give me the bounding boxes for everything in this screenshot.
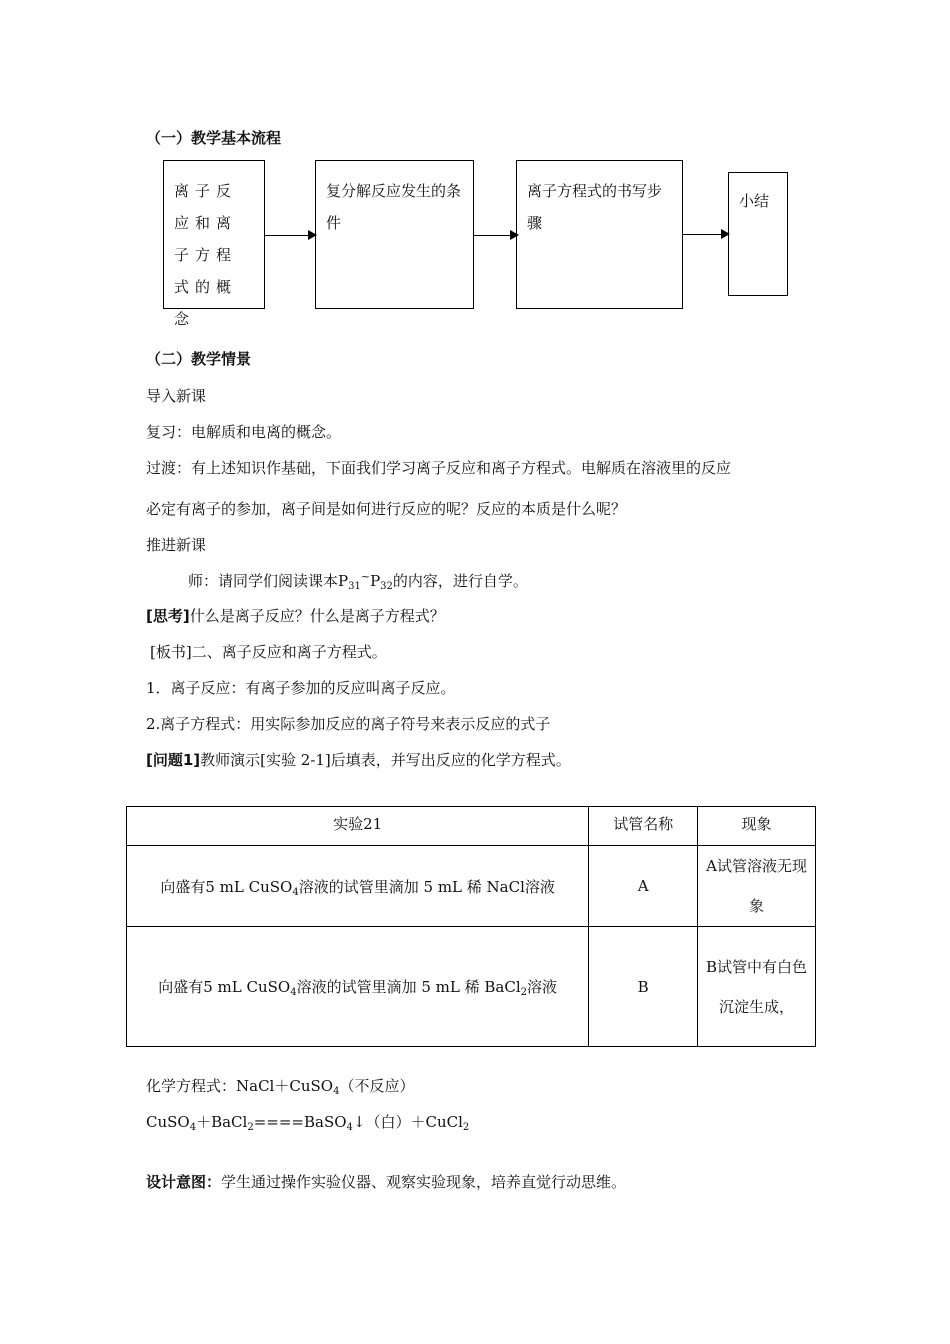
- arrow-right-icon: [265, 235, 315, 236]
- definition-ionic-equation: 2.离子方程式：用实际参加反应的离子符号来表示反应的式子: [146, 715, 551, 733]
- experiment-text-a: 向盛有5 mL CuSO: [158, 978, 291, 996]
- equation-line-2: [146, 1111, 469, 1132]
- tube-cell: B: [589, 927, 698, 1047]
- equation-2-part-b: ＋BaCl: [196, 1113, 248, 1131]
- tilde: ~: [360, 570, 371, 583]
- equation-1-text-a: 化学方程式：NaCl＋CuSO: [146, 1077, 334, 1095]
- teacher-text-a: 师：请同学们阅读课本: [188, 572, 339, 590]
- think-line: [146, 605, 445, 626]
- table-row: [127, 927, 816, 1047]
- flow-box-steps: 离子方程式的书写步骤: [516, 160, 683, 309]
- review-line: 复习：电解质和电离的概念。: [146, 423, 342, 441]
- experiment-sub: 4: [292, 886, 299, 898]
- experiment-text-b: 溶液的试管里滴加 5 mL 稀 NaCl溶液: [298, 877, 555, 896]
- equation-2-sub-4: 2: [462, 1122, 470, 1133]
- think-text: 什么是离子反应？什么是离子方程式？: [189, 607, 445, 625]
- equation-2-part-d: ↓（白）＋CuCl: [352, 1113, 463, 1131]
- header-phenomenon: 现象: [698, 807, 816, 846]
- phenomenon-cell: A试管溶液无现象: [698, 846, 816, 927]
- tube-cell: A: [589, 846, 698, 927]
- page-ref-start: P: [338, 572, 349, 590]
- equation-2-sub-3: 4: [346, 1122, 353, 1133]
- think-tag: [思考]: [146, 607, 190, 625]
- board-line: [板书]二、离子反应和离子方程式。: [150, 643, 387, 661]
- design-intent-tag: 设计意图：: [146, 1173, 222, 1191]
- teacher-line: [188, 570, 528, 591]
- advance-line: 推进新课: [146, 536, 207, 554]
- experiment-cell: [127, 846, 589, 927]
- design-intent-line: [146, 1171, 626, 1192]
- arrow-right-icon: [683, 234, 728, 235]
- arrow-right-icon: [474, 235, 517, 236]
- experiment-cell: [127, 927, 589, 1047]
- definition-ionic-reaction: 1．离子反应：有离子参加的反应叫离子反应。: [146, 679, 456, 697]
- header-experiment: 实验21: [127, 807, 589, 846]
- intro-line: 导入新课: [146, 387, 207, 405]
- equation-1-text-b: （不反应）: [339, 1077, 415, 1095]
- equation-2-sub-1: 4: [189, 1122, 197, 1133]
- experiment-sub-2: 2: [520, 987, 528, 998]
- equation-2-part-c: ====BaSO: [253, 1113, 347, 1131]
- equation-line-1: [146, 1075, 414, 1096]
- transition-line-1: 过渡：有上述知识作基础，下面我们学习离子反应和离子方程式。电解质在溶液里的反应: [146, 459, 732, 477]
- page-ref-end: P: [370, 572, 381, 590]
- phenomenon-cell: B试管中有白色沉淀生成，: [698, 927, 816, 1047]
- equation-2-sub-2: 2: [247, 1122, 254, 1133]
- question-1-text: 教师演示[实验 2-1]后填表，并写出反应的化学方程式。: [200, 751, 571, 769]
- flow-box-concept: 离子反应和离子方程式的概念: [163, 160, 265, 309]
- question-1-tag: [问题1]: [146, 751, 201, 769]
- experiment-text-b: 溶液的试管里滴加 5 mL 稀 BaCl: [296, 978, 521, 996]
- equation-1-sub: 4: [333, 1086, 340, 1097]
- section-title-scenario: （二）教学情景: [146, 350, 252, 368]
- transition-line-2: 必定有离子的参加，离子间是如何进行反应的呢？反应的本质是什么呢？: [146, 500, 627, 518]
- experiment-text-c: 溶液: [527, 978, 558, 996]
- teacher-text-b: 的内容，进行自学。: [392, 572, 528, 590]
- design-intent-text: 学生通过操作实验仪器、观察实验现象，培养直觉行动思维。: [221, 1173, 627, 1191]
- experiment-text-a: 向盛有5 mL CuSO: [160, 877, 293, 896]
- flow-box-conditions: 复分解反应发生的条件: [315, 160, 474, 309]
- page-ref-start-sub: 31: [348, 581, 361, 592]
- header-tube-name: 试管名称: [589, 807, 698, 846]
- question-1-line: [146, 749, 571, 770]
- page-ref-end-sub: 32: [380, 581, 393, 592]
- flow-box-summary: 小结: [728, 172, 788, 296]
- section-title-flow: （一）教学基本流程: [146, 129, 282, 147]
- experiment-sub: 4: [290, 987, 297, 998]
- table-header-row: [127, 807, 816, 846]
- equation-2-part-a: CuSO: [146, 1113, 190, 1131]
- table-row: [127, 846, 816, 927]
- experiment-table: [126, 806, 816, 1047]
